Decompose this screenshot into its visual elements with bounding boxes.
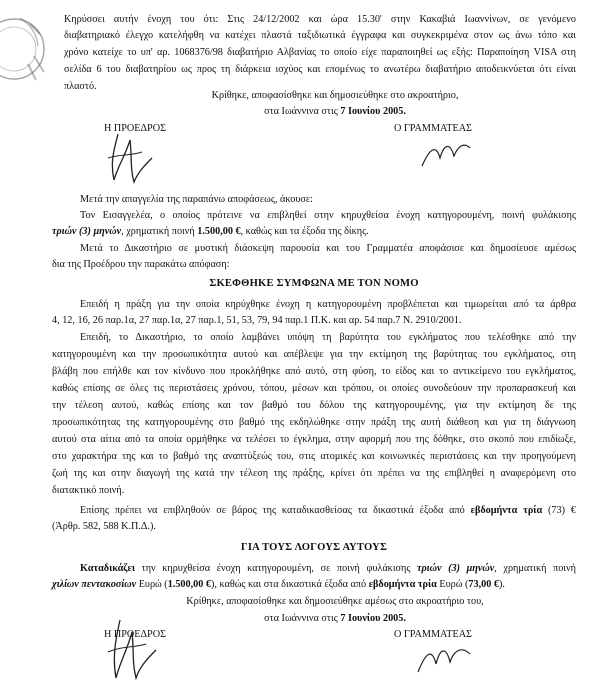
president-signature-bottom <box>96 616 168 682</box>
decision-bottom-line-1: Κρίθηκε, αποφασίσθηκε και δημοσιεύθηκε αμέσως στο ακροατήριο του, <box>186 596 484 607</box>
secretary-label-bottom: Ο ΓΡΑΜΜΑΤΕΑΣ <box>394 629 472 640</box>
intro-line-4: σελίδα 6 του διαβατηρίου ως προς τη διάρκεια ισχύος και επομένως το ανωτέρω διαβατήριο αποδεικνύεται ότι είναι <box>64 64 576 75</box>
secretary-label-top: Ο ΓΡΑΜΜΑΤΕΑΣ <box>394 123 472 134</box>
reason-line-4: καθώς επίσης σε όλες τις περιστάσεις χρόνου, τόπου, μέσων και τρόπου, οι οποίες συνοδεύουν την προπαρασκευή και <box>52 383 576 394</box>
reason-line-1: Επειδή, το Δικαστήριο, το οποίο λαμβάνει υπόψη τη βαρύτητα του εγκλήματος που τελέσθηκε από την <box>80 332 576 343</box>
court-line-1: Μετά το Δικαστήριο σε μυστική διάσκεψη παρουσία και του Γραμματέα αποφάσισε και δημοσίευσε αμέσως <box>80 243 576 254</box>
reason-line-6: προσωπικότητας της κατηγορουμένης στο βαθμό της εκδηλώθηκε στην πράξη της αυτή διάθεση και για τη διάγνωση <box>52 417 576 428</box>
costs-line-1: Επίσης πρέπει να επιβληθούν σε βάρος της καταδικασθείσας τα δικαστικά έξοδα από εβδομήντα τρία (73) € <box>80 505 576 516</box>
president-signature-top <box>96 128 166 184</box>
verdict-line-1: Καταδικάζει την κηρυχθείσα ένοχη κατηγορουμένη, σε ποινή φυλάκισης τριών (3) μηνών, χρηματική ποινή <box>80 563 576 574</box>
decision-top-line-2: στα Ιωάννινα στις 7 Ιουνίου 2005. <box>264 106 406 117</box>
prosecutor-line-1: Τον Εισαγγελέα, ο οποίος πρότεινε να επιβληθεί στην κηρυχθείσα ένοχη κατηγορουμένη, ποινή φυλάκισης <box>80 210 576 221</box>
decision-bottom-line-2: στα Ιωάννινα στις 7 Ιουνίου 2005. <box>264 613 406 624</box>
reason-line-10: διατακτικό ποινή. <box>52 485 125 496</box>
intro-line-5: πλαστό. <box>64 81 97 92</box>
reason-line-9: ζωή της και στην διαγωγή της κατά την τέλεση της πράξης, κρίνει ότι πρέπει να της επιβληθεί η αναφερόμενη στο <box>52 468 576 479</box>
reason-line-8: στο χαρακτήρα της και το βαθμό της αναπτύξεώς του, στις ατομικές και κοινωνικές περιστάσεις και την προηγούμενη <box>52 451 576 462</box>
secretary-signature-bottom <box>412 642 476 678</box>
reason-line-7: αυτού στα αίτια από τα οποία ορμήθηκε να τελέσει το έγκλημα, στην αφορμή που της δόθηκε, στο σκοπό που επιδίωξε, <box>52 434 576 445</box>
court-stamp <box>0 14 60 84</box>
president-label-top: Η ΠΡΟΕΔΡΟΣ <box>104 123 167 134</box>
intro-line-2: διαβατηριακό έλεγχο κατελήφθη να κατέχει πλαστά ταξιδιωτικά έγγραφα και συγκεκριμένα στον ως άνω τόπο και <box>64 30 576 41</box>
prosecutor-line-2: τριών (3) μηνών, χρηματική ποινή 1.500,00 €, καθώς και τα έξοδα της δίκης. <box>52 226 369 237</box>
decision-top-line-1: Κρίθηκε, αποφασίσθηκε και δημοσιεύθηκε στο ακροατήριο, <box>211 90 459 101</box>
reason-line-5: την τέλεση αυτού, καθώς επίσης και τον βαθμό του δόλου της κατηγορουμένης, για την εκτίμηση δε της <box>52 400 576 411</box>
law-line-2: 4, 12, 16, 26 παρ.1α, 27 παρ.1α, 27 παρ.1, 51, 53, 79, 94 παρ.1 Π.Κ. και αρ. 54 παρ.7 Ν. 2910/2001. <box>52 315 462 326</box>
reason-line-2: κατηγορουμένη και την προσωπικότητα αυτού και απέβλεψε για την εκτίμηση της βαρύτητας του εγκλήματος, στη <box>52 349 576 360</box>
costs-line-2: (Άρθρ. 582, 588 Κ.Π.Δ.). <box>52 521 156 532</box>
reason-line-3: βλάβη που επήλθε και τον κίνδυνο που προκλήθηκε από αυτό, στη φύση, το είδος και το αντικείμενο του εγκλήματος, <box>52 366 576 377</box>
intro-line-3: χρόνο κατείχε το υπ' αρ. 1068376/98 διαβατήριο Αλβανίας το οποίο είχε παραποιηθεί ως εξής: Παραποίηση VISA στη <box>64 47 576 58</box>
after-line-1: Μετά την απαγγελία της παραπάνω αποφάσεως, άκουσε: <box>80 194 314 205</box>
heading-reasoning: ΣΚΕΦΘΗΚΕ ΣΥΜΦΩΝΑ ΜΕ ΤΟΝ ΝΟΜΟ <box>209 278 419 289</box>
heading-verdict: ΓΙΑ ΤΟΥΣ ΛΟΓΟΥΣ ΑΥΤΟΥΣ <box>240 542 388 553</box>
president-label-bottom: Η ΠΡΟΕΔΡΟΣ <box>104 629 167 640</box>
court-line-2: δια της Προέδρου την παρακάτω απόφαση: <box>52 259 230 270</box>
intro-line-1: Κηρύσσει αυτήν ένοχη του ότι: Στις 24/12/2002 και ώρα 15.30' στην Κακαβιά Ιωαννίνων, σε γενόμενο <box>64 14 576 25</box>
secretary-signature-top <box>416 136 476 172</box>
law-line-1: Επειδή η πράξη για την οποία κηρύχθηκε ένοχη η κατηγορουμένη προβλέπεται και τιμωρείται από τα άρθρα <box>80 299 576 310</box>
verdict-line-2: χιλίων πεντακοσίων Ευρώ (1.500,00 €), καθώς και στα δικαστικά έξοδα από εβδομήντα τρία Ευρώ (73,00 €). <box>52 579 505 590</box>
